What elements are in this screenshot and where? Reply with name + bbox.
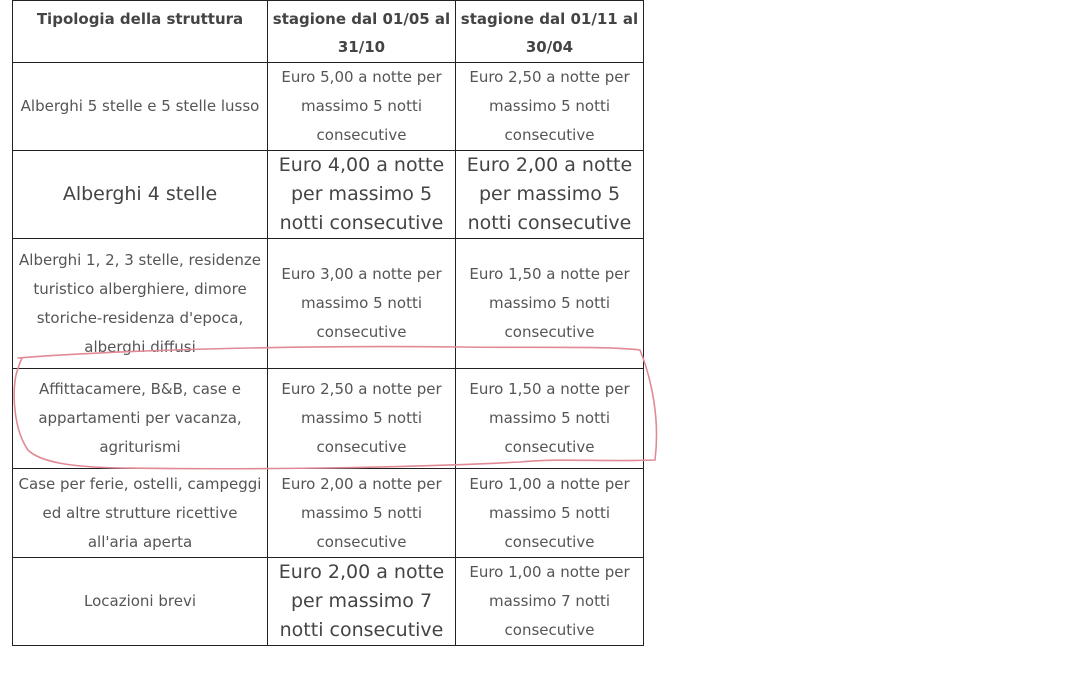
cell-winter-rate: Euro 1,00 a notte per massimo 7 notti consecutive	[456, 558, 644, 646]
table-row	[13, 151, 644, 239]
header-summer-season: stagione dal 01/05 al 31/10	[268, 1, 456, 63]
cell-summer-rate: Euro 2,50 a notte per massimo 5 notti consecutive	[268, 369, 456, 469]
table-row	[13, 239, 644, 369]
table-row-highlighted	[13, 369, 644, 469]
header-winter-season: stagione dal 01/11 al 30/04	[456, 1, 644, 63]
table-row	[13, 558, 644, 646]
cell-type: Alberghi 5 stelle e 5 stelle lusso	[13, 63, 268, 151]
cell-summer-rate: Euro 2,00 a notte per massimo 5 notti consecutive	[268, 469, 456, 558]
tourist-tax-table	[12, 0, 644, 646]
header-type: Tipologia della struttura	[13, 1, 268, 63]
table-header-row	[13, 1, 644, 63]
cell-type: Alberghi 4 stelle	[13, 151, 268, 239]
cell-type: Case per ferie, ostelli, campeggi ed altre strutture ricettive all'aria aperta	[13, 469, 268, 558]
table-row	[13, 63, 644, 151]
cell-type: Affittacamere, B&B, case e appartamenti per vacanza, agriturismi	[13, 369, 268, 469]
cell-summer-rate: Euro 3,00 a notte per massimo 5 notti consecutive	[268, 239, 456, 369]
cell-winter-rate: Euro 1,50 a notte per massimo 5 notti consecutive	[456, 369, 644, 469]
cell-winter-rate: Euro 2,50 a notte per massimo 5 notti consecutive	[456, 63, 644, 151]
cell-summer-rate: Euro 5,00 a notte per massimo 5 notti consecutive	[268, 63, 456, 151]
cell-summer-rate: Euro 2,00 a notte per massimo 7 notti consecutive	[268, 558, 456, 646]
cell-winter-rate: Euro 2,00 a notte per massimo 5 notti consecutive	[456, 151, 644, 239]
cell-summer-rate: Euro 4,00 a notte per massimo 5 notti consecutive	[268, 151, 456, 239]
cell-winter-rate: Euro 1,00 a notte per massimo 5 notti consecutive	[456, 469, 644, 558]
cell-winter-rate: Euro 1,50 a notte per massimo 5 notti consecutive	[456, 239, 644, 369]
table-row	[13, 469, 644, 558]
cell-type: Alberghi 1, 2, 3 stelle, residenze turistico alberghiere, dimore storiche-residenza d'epoca, alberghi diffusi	[13, 239, 268, 369]
cell-type: Locazioni brevi	[13, 558, 268, 646]
